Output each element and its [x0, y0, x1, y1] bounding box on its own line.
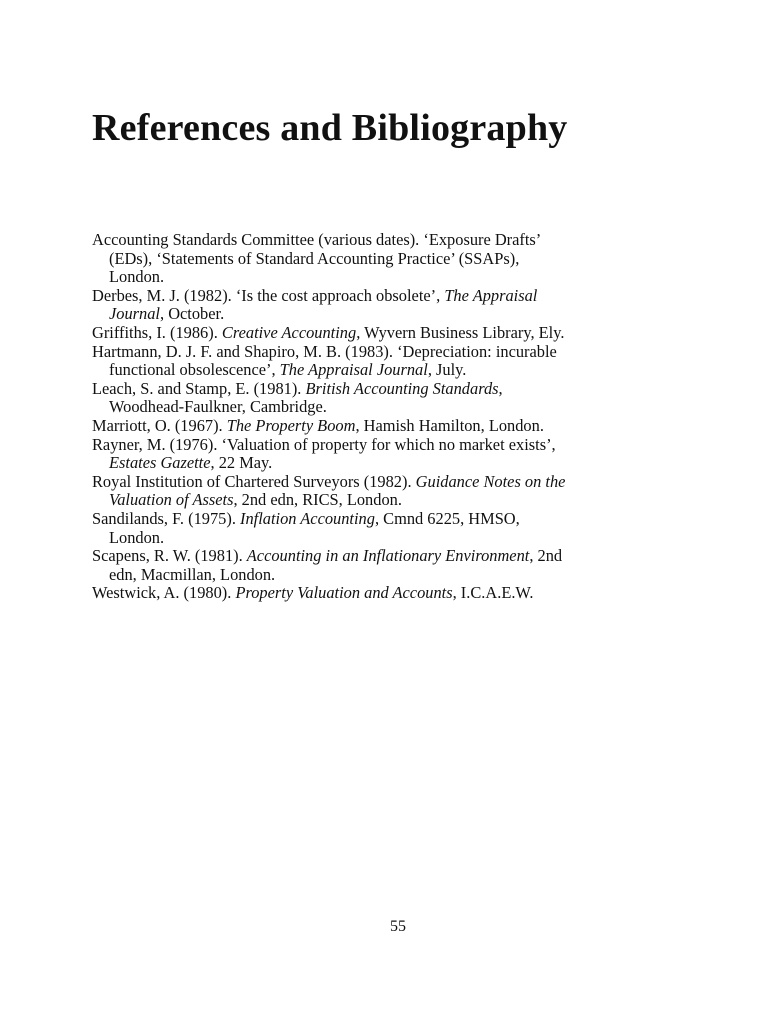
reference-entry	[92, 473, 692, 510]
reference-entry	[92, 584, 692, 603]
reference-entry	[92, 547, 692, 584]
reference-line	[92, 305, 692, 324]
reference-line	[92, 287, 692, 306]
page-title: References and Bibliography	[92, 107, 568, 149]
reference-text: Leach, S. and Stamp, E. (1981).	[92, 378, 306, 398]
reference-line	[92, 547, 692, 566]
reference-title-text: Inflation Accounting	[240, 508, 375, 528]
reference-entry	[92, 436, 692, 473]
reference-text: , 2nd edn, RICS, London.	[233, 490, 402, 510]
reference-text: (EDs), ‘Statements of Standard Accounting Practice’ (SSAPs),	[109, 248, 520, 268]
reference-line	[92, 529, 692, 548]
reference-text: ,	[498, 378, 503, 398]
reference-line	[92, 436, 692, 455]
reference-line	[92, 584, 692, 603]
reference-line	[92, 380, 692, 399]
reference-text: London.	[109, 527, 165, 547]
reference-line	[92, 491, 692, 510]
reference-text: Accounting Standards Committee (various dates). ‘Exposure Drafts’	[92, 230, 542, 249]
reference-title-text: Guidance Notes on the	[415, 471, 566, 491]
reference-title-text: British Accounting Standards	[305, 378, 499, 398]
reference-entry	[92, 231, 692, 287]
reference-text: Sandilands, F. (1975).	[92, 508, 241, 528]
reference-text: , October.	[160, 304, 225, 324]
reference-title-text: Property Valuation and Accounts	[235, 583, 453, 603]
reference-title-text: Creative Accounting	[221, 322, 357, 342]
reference-text: Royal Institution of Chartered Surveyors (1982).	[92, 471, 416, 491]
reference-entry	[92, 510, 692, 547]
reference-text: , 2nd	[529, 546, 563, 566]
reference-text: , July.	[427, 360, 467, 380]
reference-line	[92, 343, 692, 362]
reference-title-text: The Appraisal	[444, 285, 538, 305]
reference-entry	[92, 343, 692, 380]
reference-line	[92, 361, 692, 380]
reference-entry	[92, 380, 692, 417]
reference-text: Derbes, M. J. (1982). ‘Is the cost approach obsolete’,	[92, 285, 445, 305]
reference-title-text: Accounting in an Inflationary Environment	[246, 546, 530, 566]
reference-title-text: Valuation of Assets	[109, 490, 234, 510]
reference-text: functional obsolescence’,	[109, 360, 280, 380]
reference-text: Scapens, R. W. (1981).	[92, 546, 247, 566]
reference-text: London.	[109, 267, 165, 287]
reference-title-text: The Appraisal Journal	[279, 360, 428, 380]
reference-title-text: Journal	[109, 304, 160, 324]
reference-list	[92, 231, 692, 603]
reference-text: Rayner, M. (1976). ‘Valuation of property for which no market exists’,	[92, 434, 556, 454]
reference-line	[92, 510, 692, 529]
reference-text: Hartmann, D. J. F. and Shapiro, M. B. (1983). ‘Depreciation: incurable	[92, 341, 557, 361]
reference-line	[92, 417, 692, 436]
reference-text: , I.C.A.E.W.	[452, 583, 534, 603]
reference-line	[92, 566, 692, 585]
reference-text: , Wyvern Business Library, Ely.	[356, 322, 565, 342]
reference-title-text: The Property Boom	[226, 415, 356, 435]
reference-entry	[92, 287, 692, 324]
reference-line	[92, 268, 692, 287]
reference-entry	[92, 417, 692, 436]
reference-text: Westwick, A. (1980).	[92, 583, 236, 603]
reference-text: , 22 May.	[210, 453, 273, 473]
reference-text: Griffiths, I. (1986).	[92, 322, 222, 342]
reference-line	[92, 454, 692, 473]
reference-line	[92, 250, 692, 269]
reference-line	[92, 324, 692, 343]
reference-line	[92, 231, 692, 250]
reference-title-text: Estates Gazette	[109, 453, 211, 473]
page-number: 55	[390, 918, 406, 935]
reference-line	[92, 398, 692, 417]
reference-text: , Hamish Hamilton, London.	[355, 415, 544, 435]
reference-text: , Cmnd 6225, HMSO,	[374, 508, 520, 528]
reference-text: edn, Macmillan, London.	[109, 564, 276, 584]
reference-entry	[92, 324, 692, 343]
reference-line	[92, 473, 692, 492]
reference-text: Marriott, O. (1967).	[92, 415, 227, 435]
reference-text: Woodhead-Faulkner, Cambridge.	[109, 397, 327, 417]
